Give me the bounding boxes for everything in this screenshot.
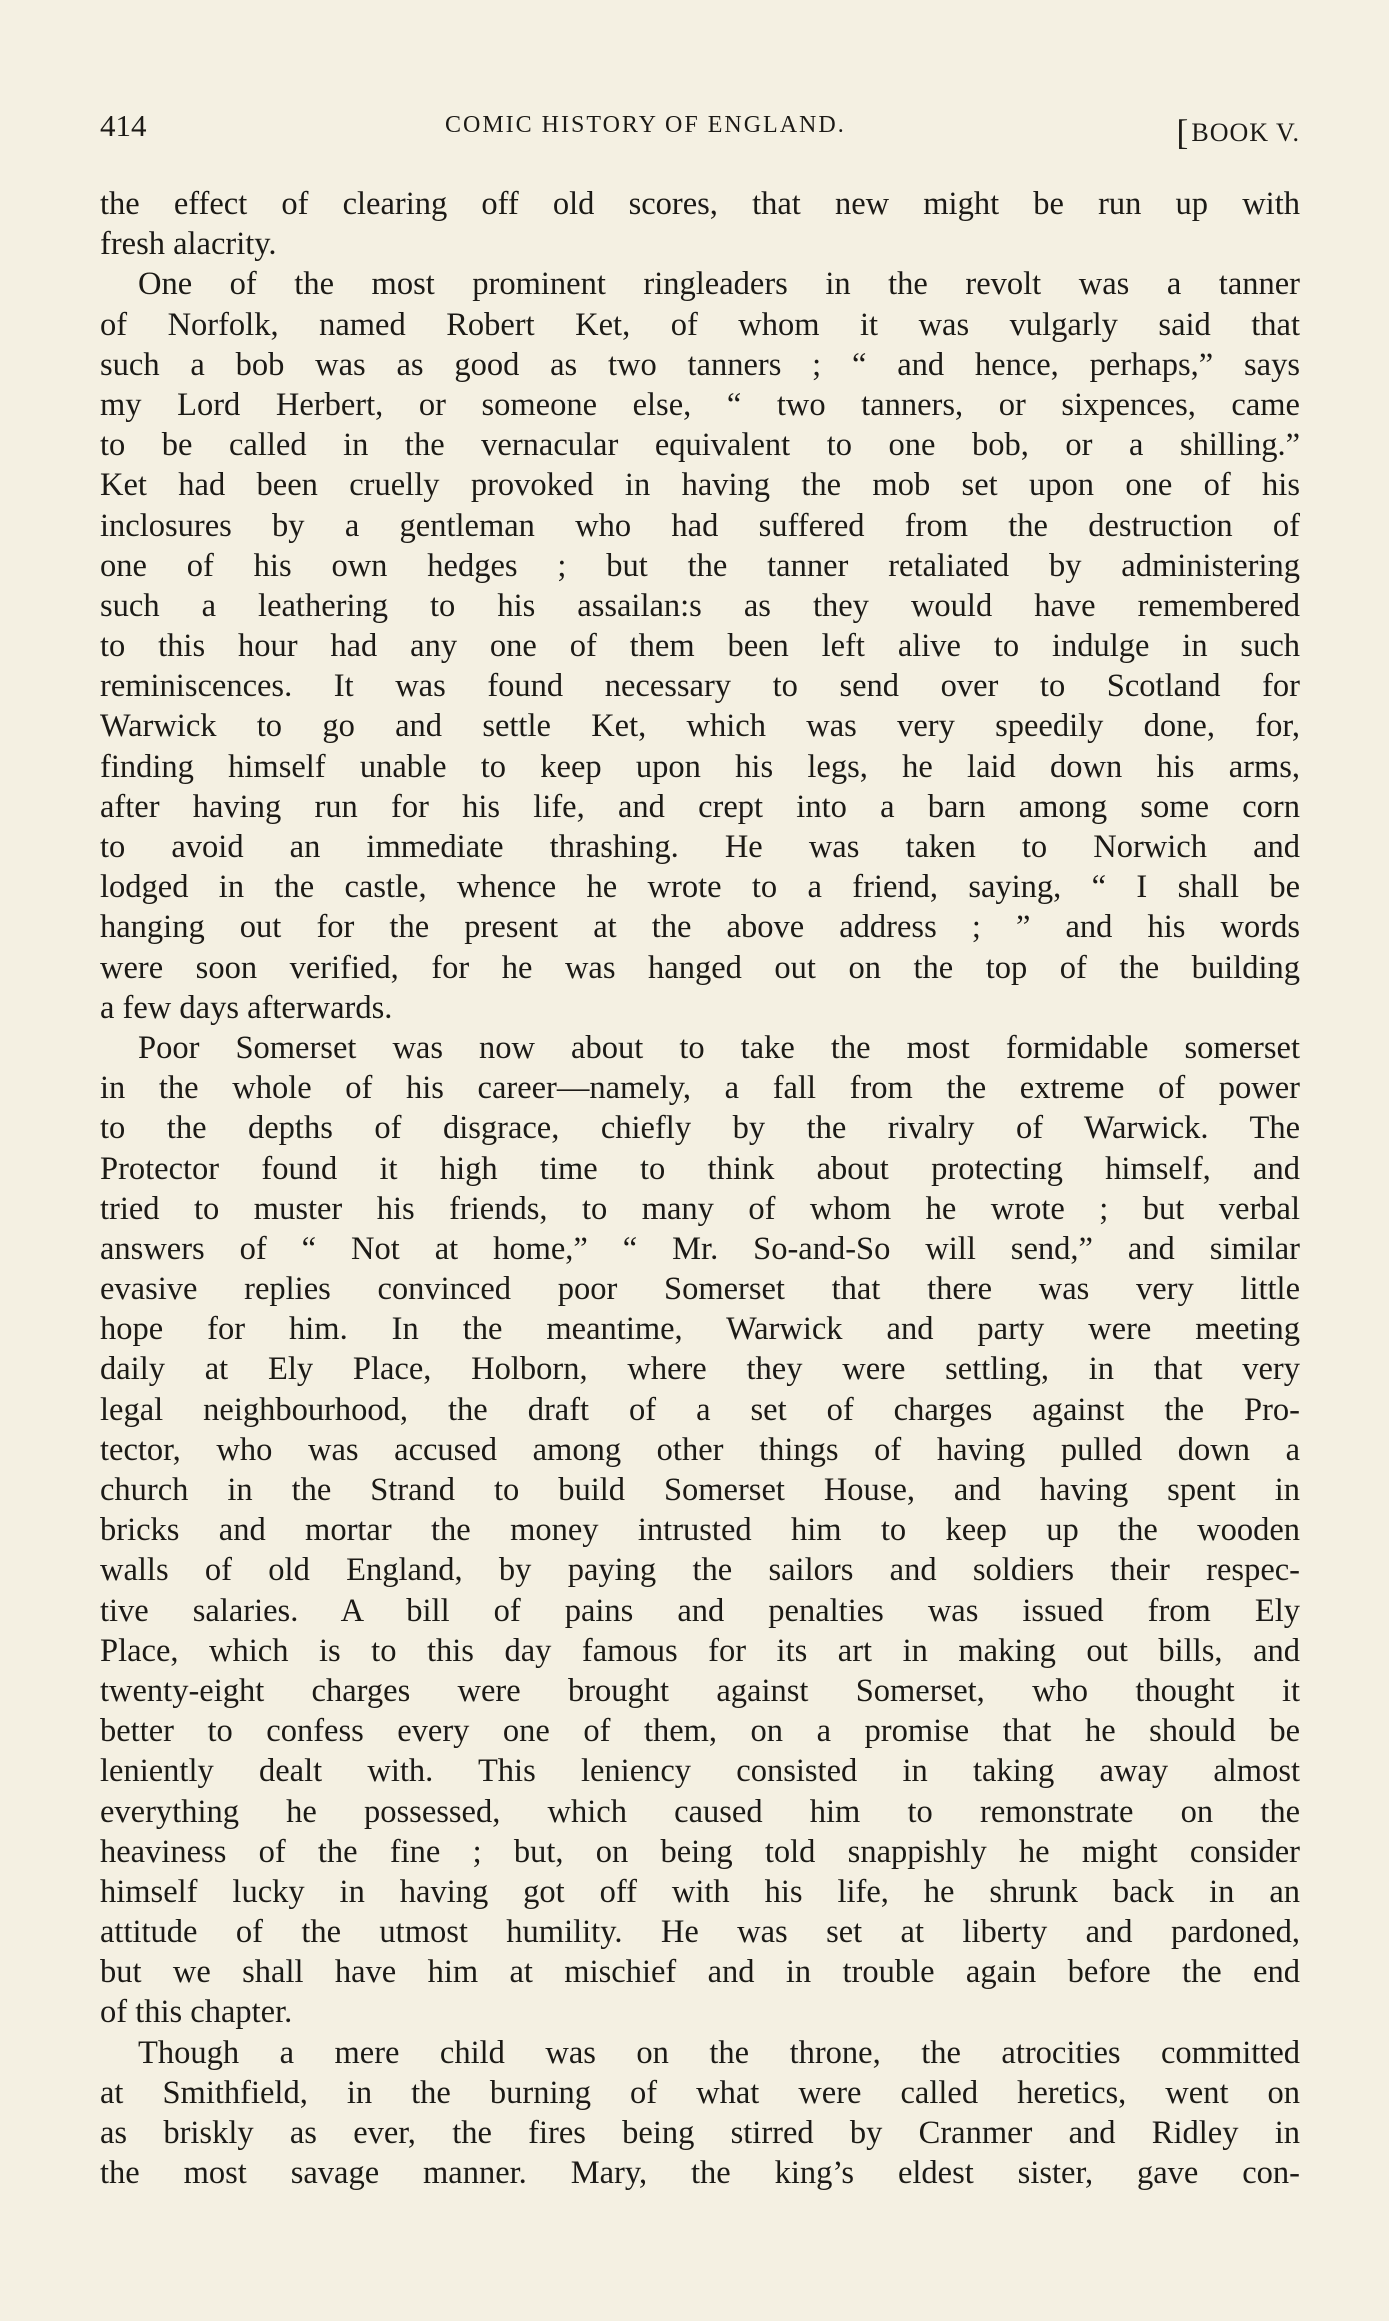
text-line: tector, who was accused among other things of having pulled down a — [100, 1431, 1300, 1468]
text-line: heaviness of the fine ; but, on being told snappishly he might consider — [100, 1833, 1300, 1870]
book-label-text: BOOK V. — [1191, 118, 1300, 147]
text-line: tive salaries. A bill of pains and penalties was issued from Ely — [100, 1592, 1300, 1629]
text-line: evasive replies convinced poor Somerset that there was very little — [100, 1271, 1300, 1308]
book-label — [1176, 108, 1300, 150]
text-line: hanging out for the present at the above address ; ” and his words — [100, 909, 1300, 946]
text-line: such a leathering to his assailan:s as they would have remembered — [100, 587, 1300, 624]
text-line: to the depths of disgrace, chiefly by the rivalry of Warwick. The — [100, 1110, 1300, 1147]
text-line: the effect of clearing off old scores, that new might be run up with — [100, 186, 1300, 222]
text-line: to this hour had any one of them been left alive to indulge in such — [100, 628, 1300, 665]
text-line: walls of old England, by paying the sailors and soldiers their respec- — [100, 1552, 1300, 1589]
page-number: 414 — [100, 108, 147, 143]
text-line: as briskly as ever, the fires being stirred by Cranmer and Ridley in — [100, 2115, 1300, 2151]
text-line: after having run for his life, and crept into a barn among some corn — [100, 788, 1300, 825]
text-line: of Norfolk, named Robert Ket, of whom it was vulgarly said that — [100, 306, 1300, 343]
text-line: legal neighbourhood, the draft of a set of charges against the Pro- — [100, 1391, 1300, 1428]
text-line: to avoid an immediate thrashing. He was taken to Norwich and — [100, 829, 1300, 865]
text-line: Though a mere child was on the throne, the atrocities committed — [138, 2034, 1300, 2071]
body-text — [100, 184, 1300, 2193]
text-line: reminiscences. It was found necessary to send over to Scotland for — [100, 668, 1300, 705]
text-line: but we shall have him at mischief and in trouble again before the end — [100, 1954, 1300, 1991]
text-line: at Smithfield, in the burning of what were called heretics, went on — [100, 2074, 1300, 2111]
text-line: Warwick to go and settle Ket, which was very speedily done, for, — [100, 708, 1300, 745]
text-line: twenty-eight charges were brought against Somerset, who thought it — [100, 1672, 1300, 1709]
text-line: of this chapter. — [100, 1994, 293, 2031]
text-line: Place, which is to this day famous for its art in making out bills, and — [100, 1632, 1300, 1669]
running-title: COMIC HISTORY OF ENGLAND. — [445, 112, 846, 138]
text-line: such a bob was as good as two tanners ; “ and hence, perhaps,” says — [100, 346, 1300, 383]
text-line: the most savage manner. Mary, the king’s eldest sister, gave con- — [100, 2155, 1300, 2192]
text-line: in the whole of his career—namely, a fall from the extreme of power — [100, 1070, 1300, 1107]
text-line: hope for him. In the meantime, Warwick and party were meeting — [100, 1311, 1300, 1348]
text-line: One of the most prominent ringleaders in the revolt was a tanner — [138, 266, 1300, 303]
text-line: everything he possessed, which caused him to remonstrate on the — [100, 1793, 1300, 1830]
text-line: better to confess every one of them, on a promise that he should be — [100, 1713, 1300, 1750]
text-line: answers of “ Not at home,” “ Mr. So-and-So will send,” and similar — [100, 1230, 1300, 1267]
text-line: Ket had been cruelly provoked in having the mob set upon one of his — [100, 467, 1300, 504]
text-line: daily at Ely Place, Holborn, where they were settling, in that very — [100, 1351, 1300, 1388]
text-line: attitude of the utmost humility. He was set at liberty and pardoned, — [100, 1914, 1300, 1951]
text-line: one of his own hedges ; but the tanner retaliated by administering — [100, 547, 1300, 584]
text-line: my Lord Herbert, or someone else, “ two tanners, or sixpences, came — [100, 386, 1300, 423]
text-line: Poor Somerset was now about to take the most formidable somerset — [138, 1029, 1300, 1066]
book-label-bracket: [ — [1176, 112, 1190, 152]
text-line: himself lucky in having got off with his life, he shrunk back in an — [100, 1873, 1300, 1910]
text-line: a few days afterwards. — [100, 989, 393, 1026]
text-line: tried to muster his friends, to many of whom he wrote ; but verbal — [100, 1190, 1300, 1227]
text-line: fresh alacrity. — [100, 226, 277, 263]
text-line: bricks and mortar the money intrusted him to keep up the wooden — [100, 1512, 1300, 1549]
text-line: to be called in the vernacular equivalent to one bob, or a shilling.” — [100, 427, 1300, 464]
text-line: Protector found it high time to think about protecting himself, and — [100, 1150, 1300, 1187]
text-line: finding himself unable to keep upon his legs, he laid down his arms, — [100, 748, 1300, 785]
text-line: were soon verified, for he was hanged out on the top of the building — [100, 949, 1300, 986]
running-header — [100, 108, 1300, 152]
text-line: lodged in the castle, whence he wrote to a friend, saying, “ I shall be — [100, 869, 1300, 906]
text-line: leniently dealt with. This leniency consisted in taking away almost — [100, 1753, 1300, 1790]
text-line: inclosures by a gentleman who had suffered from the destruction of — [100, 507, 1300, 544]
text-line: church in the Strand to build Somerset House, and having spent in — [100, 1472, 1300, 1508]
